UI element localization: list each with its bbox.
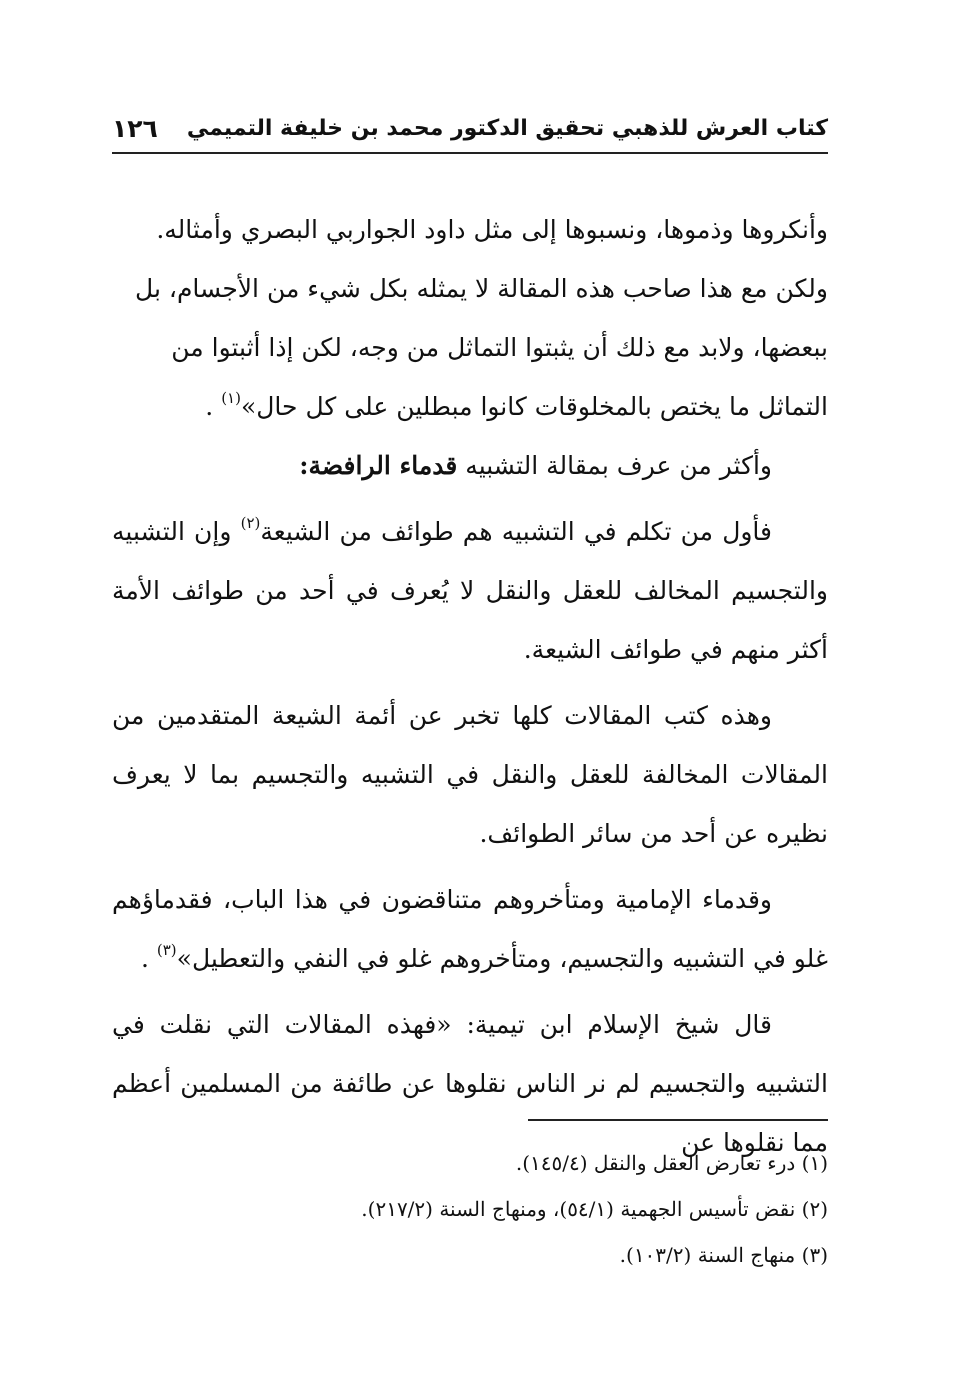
footnote-1: (١) درء تعارض العقل والنقل (١٤٥/٤). [515, 1151, 828, 1175]
paragraph-1-line-4 [112, 377, 828, 436]
paragraph-1-line-3: ببعضها، ولابد مع ذلك أن يثبتوا التماثل من وجه، لكن إذا أثبتوا من [171, 333, 828, 362]
paragraph-2-bold: قدماء الرافضة: [299, 451, 458, 480]
footnote-ref-2: (٢) [240, 514, 261, 532]
paragraph-1-line-4-text: التماثل ما يختص بالمخلوقات كانوا مبطلين على كل حال» [240, 392, 828, 421]
paragraph-4: وهذه كتب المقالات كلها تخبر عن أئمة الشيعة المتقدمين من المقالات المخالفة للعقل والنقل في التشبيه والتجسيم بما لا يعرف نظيره عن أحد من سائر الطوائف. [112, 701, 828, 848]
paragraph-1-line-2: ولكن مع هذا صاحب هذه المقالة لا يمثله بكل شيء من الأجسام، بل [135, 274, 828, 303]
paragraph-3-text-b: وإن التشبيه والتجسيم المخالف للعقل والنقل لا يُعرف في أحد من طوائف الأمة أكثر منهم في طوائف الشيعة. [112, 517, 828, 664]
paragraph-2 [112, 436, 828, 495]
paragraph-1-end: . [205, 392, 214, 421]
paragraph-2-text: وأكثر من عرف بمقالة التشبيه [465, 451, 772, 480]
paragraph-3-text-a: فأول من تكلم في التشبيه هم طوائف من الشيعة [260, 517, 772, 546]
paragraph-5 [112, 870, 828, 988]
footnote-divider [528, 1119, 828, 1121]
footnote-ref-3: (٣) [156, 941, 177, 959]
paragraph-3 [112, 502, 828, 679]
paragraph-1-line-1: وأنكروها وذموها، ونسبوها إلى مثل داود الجواربي البصري وأمثاله. [156, 215, 828, 244]
paragraph-6: قال شيخ الإسلام ابن تيمية: «فهذه المقالات التي نقلت في التشبيه والتجسيم لم نر الناس نقلوها عن طائفة من المسلمين أعظم مما نقلوها عن [112, 1010, 828, 1157]
footnote-2: (٢) نقض تأسيس الجهمية (٥٤/١)، ومنهاج السنة (٢١٧/٢). [361, 1197, 828, 1221]
footnote-3: (٣) منهاج السنة (١٠٣/٢). [619, 1243, 828, 1267]
page-number: ١٢٦ [112, 114, 158, 143]
paragraph-5-end: . [140, 944, 149, 973]
footnotes [112, 1140, 828, 1278]
paragraph-5-text: وقدماء الإمامية ومتأخروهم متناقضون في هذا الباب، فقدماؤهم غلو في التشبيه والتجسيم، ومتأخروهم غلو في النفي والتعطيل» [112, 885, 828, 973]
header-title: كتاب العرش للذهبي تحقيق الدكتور محمد بن خليفة التميمي [186, 116, 828, 141]
running-header [112, 108, 828, 154]
body-text [112, 200, 828, 1172]
footnote-ref-1: (١) [221, 389, 241, 407]
